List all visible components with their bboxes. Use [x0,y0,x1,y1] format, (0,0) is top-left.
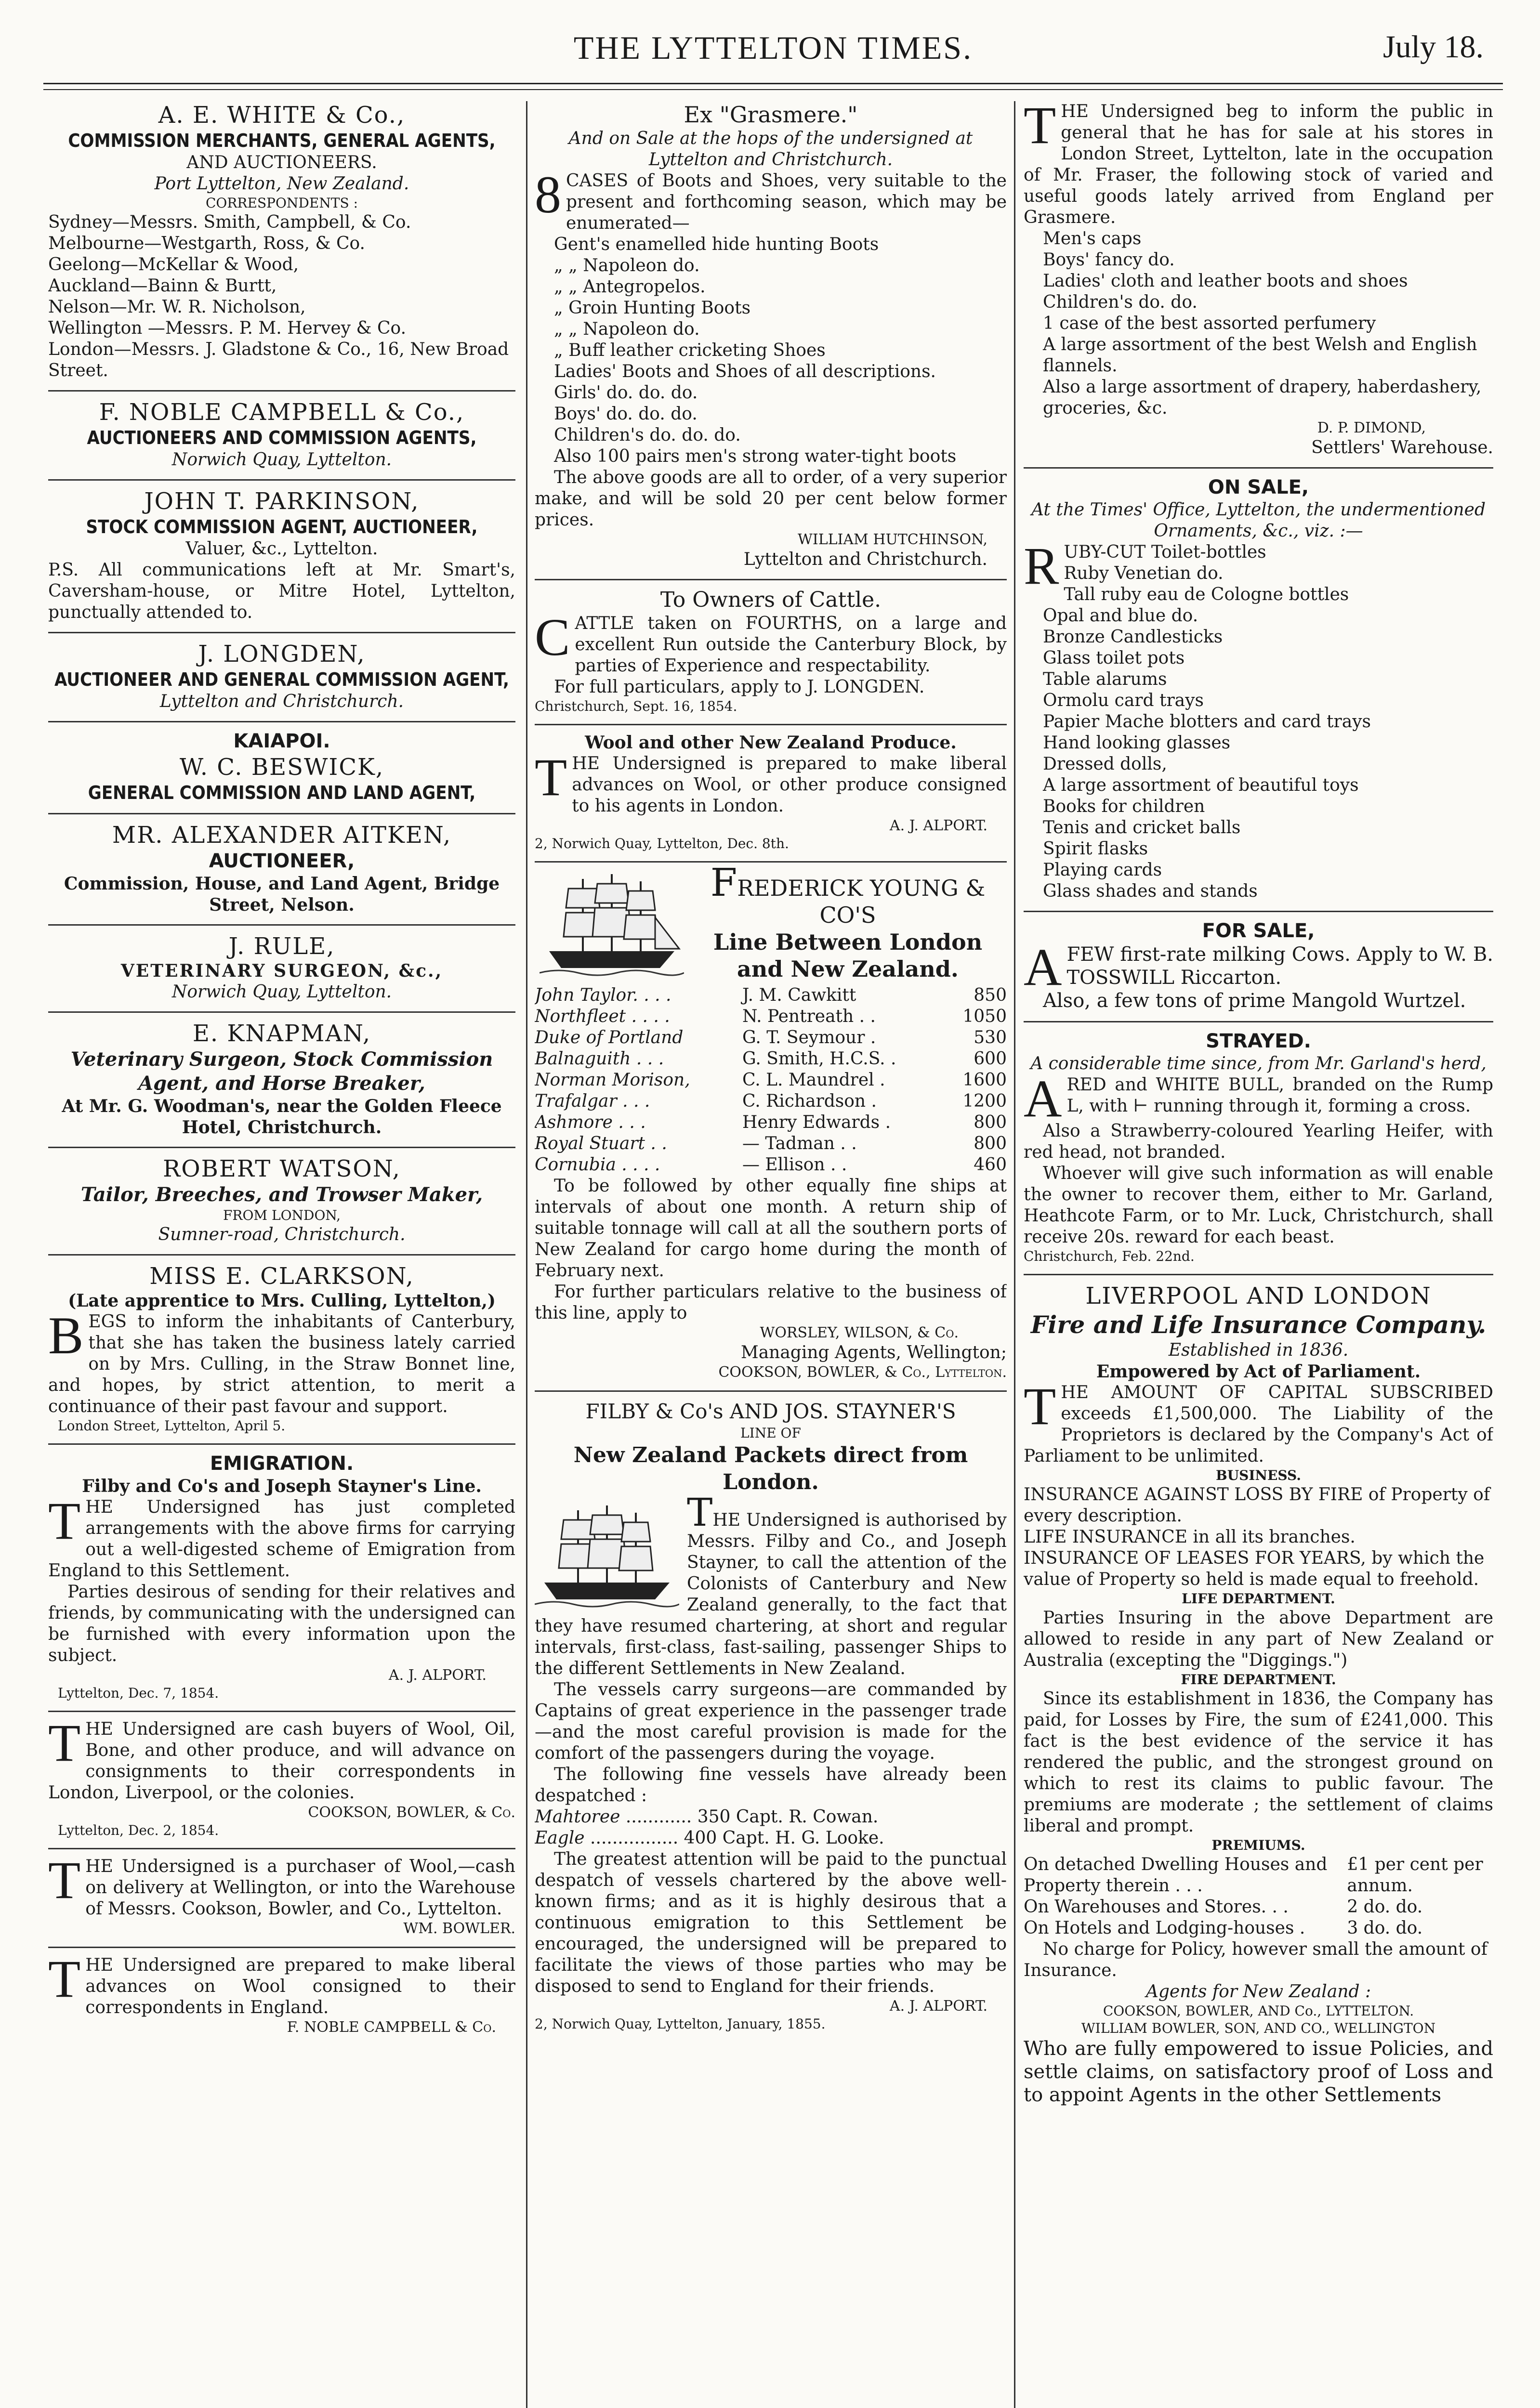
ad-text: The vessels carry surgeons—are commanded by Captains of great experience in the passenger trade—and the most careful provision is made for the comfort of the passengers during the voyage. [535,1680,1007,1763]
ad-text: THE Undersigned is a purchaser of Wool,—cash on delivery at Wellington, or into the Warehouse of Messrs. Cookson, Bowler, and Co., Lyttelton. [48,1851,515,1919]
list-item: „ „ Napoleon do. [554,256,700,275]
ad-text: For further particulars relative to the business of this line, apply to [535,1282,1007,1323]
ad-subtitle: Line Between London and New Zealand. [713,929,983,982]
ad-dimond [1024,101,1493,458]
sailing-ship-icon [535,1501,679,1611]
divider [48,479,515,481]
masthead-rule [43,83,1503,90]
ad-subtitle: VETERINARY SURGEON, &c., [120,961,443,981]
table-row: Northfleet . . . . N. Pentreath . . 1050 [535,1007,1007,1026]
list-item: London—Messrs. J. Gladstone & Co., 16, New Broad Street. [48,340,509,380]
ad-heading: FOR SALE, [1202,920,1315,942]
ad-emigration [48,1452,515,1702]
divider [48,813,515,814]
ad-cattle [535,587,1007,715]
ad-heading: STRAYED. [1206,1030,1311,1052]
ad-text: Parties desirous of sending for their relatives and friends, by communicating with the undersigned can be furnished with every information upon the subject. [48,1582,515,1665]
section-heading: BUSINESS. [1216,1467,1301,1483]
ad-header [535,860,1007,985]
ad-signature: COOKSON, BOWLER, & Co., Lyttelton. [718,1364,1007,1381]
list-item: Also a large assortment of drapery, haberdashery, groceries, &c. [1043,377,1482,418]
ad-footer: 2, Norwich Quay, Lyttelton, January, 1855. [535,2016,826,2032]
list-item: Ladies' Boots and Shoes of all descriptions. [554,362,936,381]
list-item: „ Groin Hunting Boots [554,298,751,318]
list-item: LIFE INSURANCE in all its branches. [1024,1527,1356,1547]
premium-table [1024,1854,1493,1939]
ad-rule [48,932,515,1003]
ad-text: THE Undersigned is authorised by Messrs. Filby and Co., and Joseph Stayner, to call the attention of the Colonists of Canterbury and New Zealand generally, to the fact that they have resumed chartering, at short and regular intervals, first-class, fast-sailing, passenger Ships to the different Settlements in New Zealand. [535,1490,1007,1678]
ad-title: New Zealand Packets direct from London. [573,1443,968,1494]
ad-beswick [48,729,515,804]
ships-table [535,985,1007,1176]
ad-title: Fire and Life Insurance Company. [1030,1310,1487,1339]
drop-cap: T [48,1950,81,2008]
list-item: Boys' fancy do. [1043,250,1175,270]
ad-name: E. KNAPMAN, [192,1020,371,1047]
drop-cap: B [48,1306,84,1365]
list-item: Auckland—Bainn & Burtt, [48,276,277,296]
ad-text: THE Undersigned is prepared to make liberal advances on Wool, or other produce consigned to his agents in London. [535,748,1007,816]
ad-footer: Lyttelton, Dec. 7, 1854. [58,1685,219,1701]
ad-text: RUBY-CUT Toilet-bottles [1024,537,1266,595]
ad-subtitle: Valuer, &c., Lyttelton. [185,539,378,559]
divider [48,924,515,926]
ad-watson [48,1155,515,1245]
ad-signature: COOKSON, BOWLER, & Co. [308,1804,515,1821]
section-heading: FIRE DEPARTMENT. [1181,1672,1336,1688]
sailing-ship-icon [540,869,684,980]
ad-subtitle: Agents for New Zealand : [1145,1982,1371,2002]
ad-heading: ON SALE, [1208,476,1309,498]
column-divider [526,101,527,2408]
list-item: Mahtoree ............ 350 Capt. R. Cowan. [535,1807,879,1827]
ad-text: ARED and WHITE BULL, branded on the Rump L, with ⊢ running through it, forming a cross. [1024,1069,1493,1128]
ad-heading: To Owners of Cattle. [660,588,882,612]
drop-cap: T [687,1490,713,1535]
drop-cap: R [1024,537,1059,595]
ad-clarkson [48,1262,515,1435]
drop-cap: C [535,608,570,667]
divider [1024,1021,1493,1022]
divider [535,579,1007,580]
ad-subtitle: Empowered by Act of Parliament. [1096,1361,1421,1382]
column-3 [1024,101,1493,2408]
list-item: Eagle ................ 400 Capt. H. G. Looke. [535,1828,884,1848]
ad-heading: Wool and other New Zealand Produce. [585,733,957,753]
list-item: Children's do. do. [1043,292,1198,312]
ad-footer: London Street, Lyttelton, April 5. [58,1418,286,1434]
ad-for-sale [1024,919,1493,1012]
ad-name: MR. ALEXANDER AITKEN, [112,822,452,849]
ad-name: J. RULE, [228,933,335,960]
drop-cap: T [48,1851,81,1910]
ad-on-sale [1024,475,1493,902]
ad-signature: Lyttelton and Christchurch. [743,550,987,569]
column-1 [48,101,515,2408]
ad-name: ROBERT WATSON, [163,1155,401,1182]
ad-cash-buyers [48,1714,515,1839]
drop-cap: 8 [535,165,561,224]
table-row: John Taylor. . . . J. M. Cawkitt 850 [535,985,1007,1005]
drop-cap: T [1024,1377,1056,1436]
ad-text: THE Undersigned are cash buyers of Wool, Oil, Bone, and other produce, and will advance on consignments to their correspondents in London, Liverpool, or the colonies. [48,1714,515,1803]
ad-signature: WILLIAM HUTCHINSON, [798,531,987,548]
ad-aitken [48,821,515,916]
divider [1024,1274,1493,1275]
list-item: „ „ Antegropelos. [554,277,706,297]
list-item: Sydney—Messrs. Smith, Campbell, & Co. [48,212,411,232]
newspaper-title: THE LYTTELTON TIMES. [573,29,973,66]
ad-heading: FILBY & Co's AND JOS. STAYNER'S [585,1400,956,1423]
list-item: INSURANCE AGAINST LOSS BY FIRE of Property of every description. [1024,1485,1490,1526]
list-item: Glass shades and stands [1043,881,1258,901]
list-item: 1 case of the best assorted perfumery [1043,314,1376,333]
list-item: Girls' do. do. do. [554,383,698,403]
ad-subtitle: A considerable time since, from Mr. Garland's herd, [1030,1054,1487,1073]
list-item: Nelson—Mr. W. R. Nicholson, [48,297,306,317]
list-item: Ormolu card trays [1043,691,1204,710]
divider [48,1443,515,1445]
list-item: Men's caps [1043,229,1142,249]
ad-heading: KAIAPOI. [233,730,330,752]
goods-list [1024,563,1493,902]
ad-text: To be followed by other equally fine ships at intervals of about one month. A return ship of suitable tonnage will call at all the southern ports of New Zealand for cargo home during the month of February next. [535,1176,1007,1281]
list-item: Glass toilet pots [1043,648,1185,668]
divider [48,721,515,722]
divider [535,724,1007,725]
ad-text: THE Undersigned are prepared to make liberal advances on Wool consigned to their correspondents in England. [48,1950,515,2017]
ad-name: MISS E. CLARKSON, [149,1263,414,1290]
ad-knapman [48,1020,515,1138]
ad-subtitle: AUCTIONEER AND GENERAL COMMISSION AGENT, [54,669,510,690]
ad-heading: EMIGRATION. [210,1453,354,1475]
list-item: Papier Mache blotters and card trays [1043,712,1371,732]
ad-subtitle: AND AUCTIONEERS. [186,153,377,172]
ad-signature: A. J. ALPORT. [388,1667,487,1684]
ad-footer: Christchurch, Feb. 22nd. [1024,1248,1195,1264]
section-heading: LIFE DEPARTMENT. [1182,1591,1335,1607]
ad-name: A. E. WHITE & Co., [158,102,406,129]
ad-place: Norwich Quay, Lyttelton. [171,450,392,470]
ad-text: The following fine vessels have already been despatched : [535,1765,1007,1806]
list-item: Ruby Venetian do. [1064,563,1224,583]
list-item: Spirit flasks [1043,839,1148,859]
ad-text: Who are fully empowered to issue Policies, and settle claims, on satisfactory proof of Loss and to appoint Agents in the other Settlements [1024,2038,1493,2106]
list-item: Books for children [1043,797,1205,816]
ad-text: Also, a few tons of prime Mangold Wurtzel. [1043,990,1466,1012]
table-row: Ashmore . . . Henry Edwards . 800 [535,1112,1007,1132]
drop-cap: A [1024,938,1062,996]
issue-date: July 18. [1382,29,1484,65]
divider [48,1254,515,1256]
ad-signature: D. P. DIMOND, [1317,419,1426,436]
drop-cap: A [1024,1069,1062,1128]
column-divider [1014,101,1015,2408]
divider [535,861,1007,863]
ad-text: Whoever will give such information as will enable the owner to recover them, either to Mr. Garland, Heathcote Farm, or to Mr. Luck, Christchurch, shall receive 20s. reward for each beast. [1024,1164,1493,1247]
ad-place: Norwich Quay, Lyttelton. [171,982,392,1002]
divider [48,1711,515,1712]
table-row: On Warehouses and Stores. . . 2 do. do. [1024,1897,1423,1917]
ad-subtitle: GENERAL COMMISSION AND LAND AGENT, [88,782,476,803]
section-heading: PREMIUMS. [1211,1837,1305,1853]
ad-text: AFEW first-rate milking Cows. Apply to W. B. TOSSWILL Riccarton. [1024,938,1493,996]
ad-subtitle: At the Times' Office, Lyttelton, the undermentioned Ornaments, &c., viz. :— [1031,500,1486,541]
ad-heading: LIVERPOOL AND LONDON [1085,1283,1432,1309]
divider [48,1011,515,1013]
vessel-list [535,1806,1007,1849]
ad-text: P.S. All communications left at Mr. Smart's, Caversham-house, or Mitre Hotel, Lyttelton, punctually attended to. [48,560,515,622]
ad-text: Since its establishment in 1836, the Company has paid, for Losses by Fire, the sum of £241,000. This fact is the best evidence of the service it has rendered the public, and the strongest ground on which to rest its claims to public favour. The premiums are moderate ; the settlement of claims liberal and prompt. [1024,1689,1493,1836]
ad-liberal-advances [48,1950,515,2037]
ad-subtitle: Established in 1836. [1168,1340,1349,1360]
ad-subtitle: Filby and Co's and Joseph Stayner's Line. [82,1476,482,1496]
table-row: Duke of Portland G. T. Seymour . 530 [535,1028,1007,1047]
drop-cap: T [48,1714,81,1772]
drop-cap: T [1024,101,1056,155]
list-item: Opal and blue do. [1043,606,1198,626]
ad-subtitle: STOCK COMMISSION AGENT, AUCTIONEER, [86,516,478,537]
ad-signature: A. J. ALPORT. [889,1998,987,2015]
goods-list [535,234,1007,467]
list-item: Playing cards [1043,860,1162,880]
ad-subtitle: Tailor, Breeches, and Trowser Maker, [80,1183,483,1206]
table-row: Cornubia . . . . — Ellison . . 460 [535,1155,1007,1175]
drop-cap: T [48,1492,81,1550]
ad-subtitle: AUCTIONEER, [209,850,355,872]
list-item: A large assortment of the best Welsh and English flannels. [1043,335,1477,376]
list-item: INSURANCE OF LEASES FOR YEARS, by which the value of Property so held is made equal to freehold. [1024,1548,1485,1589]
ad-insurance [1024,1282,1493,2107]
list-item: A large assortment of beautiful toys [1043,775,1359,795]
divider [535,1390,1007,1392]
ad-name: JOHN T. PARKINSON, [144,488,420,515]
divider [48,1947,515,1948]
list-item: „ „ Napoleon do. [554,319,700,339]
ad-place: Lyttelton and Christchurch. [159,692,404,711]
ad-place: Port Lyttelton, New Zealand. [154,174,409,194]
ad-from: FROM LONDON, [223,1207,341,1223]
ad-signature: COOKSON, BOWLER, AND Co., LYTTELTON. [1103,2003,1414,2019]
ad-text: Also a Strawberry-coloured Yearling Heifer, with red head, not branded. [1024,1121,1493,1162]
ad-signature: Managing Agents, Wellington; [740,1343,1007,1362]
ad-text: THE Undersigned beg to inform the public in general that he has for sale at his stores in London Street, Lyttelton, late in the occupation of Mr. Fraser, the following stock of varied and useful goods lately arrived from England per Grasmere. [1024,101,1493,227]
ad-name: F. NOBLE CAMPBELL & Co., [99,399,465,426]
ad-subtitle: COMMISSION MERCHANTS, GENERAL AGENTS, [68,130,496,151]
ad-subtitle: And on Sale at the hops of the undersigned at Lyttelton and Christchurch. [568,129,973,170]
correspondent-list [48,212,515,381]
ad-subtitle: AUCTIONEERS AND COMMISSION AGENTS, [87,427,477,448]
list-item: Table alarums [1043,669,1167,689]
ad-subtitle: Veterinary Surgeon, Stock Commission Agent, and Horse Breaker, [70,1048,493,1095]
table-row: Trafalgar . . . C. Richardson . 1200 [535,1091,1007,1111]
ad-noble-campbell [48,398,515,471]
ad-signature: A. J. ALPORT. [889,817,987,834]
ad-heading: Ex "Grasmere." [684,102,858,128]
ad-title: FREDERICK YOUNG & CO'S Line Between London and New Zealand. [694,869,1002,982]
ad-signature: WM. BOWLER. [403,1920,515,1937]
ad-wool-produce [535,732,1007,852]
table-row: On detached Dwelling Houses and Property therein . . . £1 per cent per annum. [1024,1855,1483,1896]
ad-longden [48,640,515,712]
divider [48,1848,515,1849]
list-item: Dressed dolls, [1043,754,1167,774]
ad-white [48,101,515,381]
list-item: Bronze Candlesticks [1043,627,1223,647]
ad-signature: WILLIAM BOWLER, SON, AND CO., WELLINGTON [1081,2020,1436,2036]
ad-subtitle: LINE OF [740,1425,801,1441]
table-row: Norman Morison, C. L. Maundrel . 1600 [535,1070,1007,1090]
ad-text: BEGS to inform the inhabitants of Canterbury, that she has taken the business lately carried on by Mrs. Culling, in the Straw Bonnet line, and hopes, by strict attention, to merit a continuance of their past favour and support. [48,1306,515,1416]
ad-signature: Settlers' Warehouse. [1311,438,1493,458]
divider [48,632,515,633]
ad-text: Parties Insuring in the above Department are allowed to reside in any part of New Zealand or Australia (excepting the "Diggings.") [1024,1608,1493,1670]
list-item: Gent's enamelled hide hunting Boots [554,235,879,254]
divider [1024,911,1493,912]
ad-text: No charge for Policy, however small the amount of Insurance. [1024,1939,1487,1980]
ad-text: 8 CASES of Boots and Shoes, very suitable to the present and forthcoming season, which may be enumerated— [535,165,1007,233]
table-row: On Hotels and Lodging-houses . 3 do. do. [1024,1918,1423,1938]
ad-text: The greatest attention will be paid to the punctual despatch of vessels chartered by the above well-known firms; and as it is highly desirous that a continuous emigration to this Settlement be encouraged, the undersigned will be prepared to facilitate the views of those parties who may be disposed to send to England for their friends. [535,1849,1007,1996]
goods-list [1024,228,1493,419]
ad-footer: Lyttelton, Dec. 2, 1854. [58,1822,219,1838]
ad-text: For full particulars, apply to J. LONGDEN. [554,677,925,697]
ad-name: J. LONGDEN, [198,641,366,667]
list-item: Children's do. do. do. [554,425,741,445]
divider [48,390,515,392]
ad-filby-stayner [535,1399,1007,2033]
column-2 [535,101,1007,2408]
ad-wool-purchaser [48,1851,515,1938]
list-item: Also 100 pairs men's strong water-tight boots [554,446,957,466]
ad-text: THE Undersigned has just completed arrangements with the above firms for carrying out a well-digested scheme of Emigration from England to this Settlement. [48,1492,515,1581]
list-item: Geelong—McKellar & Wood, [48,255,299,275]
ad-strayed [1024,1029,1493,1265]
ad-grasmere [535,101,1007,570]
masthead [43,29,1503,82]
table-row: Royal Stuart . . — Tadman . . 800 [535,1134,1007,1153]
ad-name: W. C. BESWICK, [179,754,384,781]
list-item: Hand looking glasses [1043,733,1231,753]
ad-footer: Christchurch, Sept. 16, 1854. [535,698,737,714]
ad-text: THE AMOUNT OF CAPITAL SUBSCRIBED exceeds £1,500,000. The Liability of the Proprietors is declared by the Company's Act of Parliament to be unlimited. [1024,1377,1493,1466]
list-item: Melbourne—Westgarth, Ross, & Co. [48,234,365,253]
ad-parkinson [48,487,515,623]
ad-place: Sumner-road, Christchurch. [158,1225,406,1244]
divider [1024,467,1493,469]
list-item: Tenis and cricket balls [1043,818,1241,838]
drop-cap: T [535,748,567,807]
ad-footer: 2, Norwich Quay, Lyttelton, Dec. 8th. [535,836,789,851]
ad-heading: CORRESPONDENTS : [205,195,358,211]
ad-signature: WORSLEY, WILSON, & Co. [760,1324,959,1341]
list-item: Wellington —Messrs. P. M. Hervey & Co. [48,318,407,338]
list-item: Boys' do. do. do. [554,404,698,424]
ad-text: The above goods are all to order, of a very superior make, and will be sold 20 per cent below former prices. [535,468,1007,530]
ad-frederick-young [535,860,1007,1382]
list-item: „ Buff leather cricketing Shoes [554,340,826,360]
table-row: Balnaguith . . . G. Smith, H.C.S. . 600 [535,1049,1007,1069]
list-item: Ladies' cloth and leather boots and shoes [1043,271,1408,291]
divider [48,1147,515,1148]
ad-text: At Mr. G. Woodman's, near the Golden Fleece Hotel, Christchurch. [62,1096,502,1138]
ad-text: Commission, House, and Land Agent, Bridge Street, Nelson. [64,874,500,915]
business-list [1024,1484,1493,1590]
ad-text: CATTLE taken on FOURTHS, on a large and excellent Run outside the Canterbury Block, by parties of Experience and respectability. [535,608,1007,676]
list-item: Tall ruby eau de Cologne bottles [1064,585,1349,604]
ad-signature: F. NOBLE CAMPBELL & Co. [287,2019,496,2036]
ad-subtitle: (Late apprentice to Mrs. Culling, Lyttelton,) [68,1291,496,1311]
